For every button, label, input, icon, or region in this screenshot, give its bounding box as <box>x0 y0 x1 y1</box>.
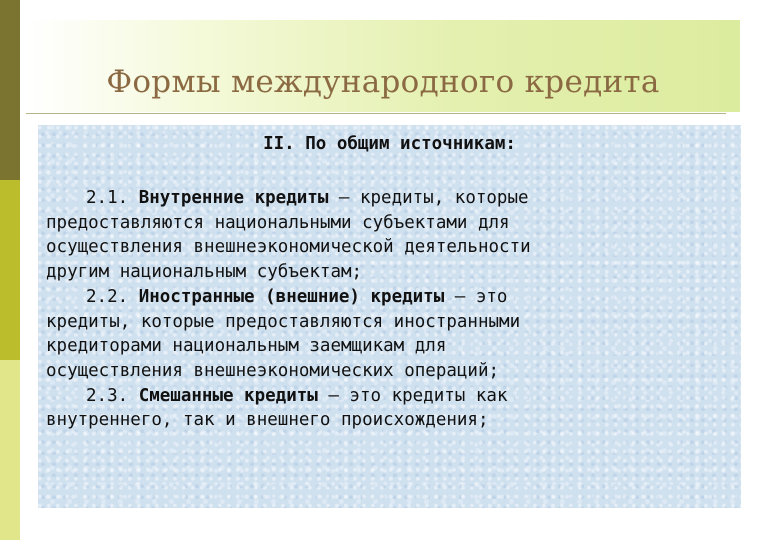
item-text-line: кредиты, которые предоставляются иностранными <box>46 311 521 332</box>
item-text-line: осуществления внешнеэкономической деятельности <box>46 237 531 258</box>
item-text: – кредиты, которые <box>328 188 529 208</box>
item-term: Смешанные кредиты <box>138 385 318 406</box>
list-item-2-3-first-line <box>46 384 736 409</box>
item-text: – это кредиты как <box>317 385 508 406</box>
item-number: 2.1. <box>86 188 129 208</box>
item-number: 2.2. <box>86 286 129 307</box>
item-term: Внутренние кредиты <box>138 188 329 208</box>
item-text-line: кредиторами национальным заемщикам для <box>46 336 447 357</box>
item-text-line: предоставляются национальными субъектами для <box>46 212 510 233</box>
list-item-2-1-first-line <box>46 186 736 211</box>
list-item-2-2-first-line <box>46 285 736 310</box>
sidebar-block-middle <box>0 180 20 360</box>
section-heading: II. По общим источникам: <box>263 134 516 154</box>
title-divider <box>26 113 726 114</box>
item-text-line: осуществления внешнеэкономических операций; <box>46 360 500 381</box>
sidebar-block-bottom <box>0 360 20 540</box>
credit-list <box>46 186 736 433</box>
slide-title: Формы международного кредита <box>106 64 660 100</box>
item-number: 2.3. <box>86 385 129 406</box>
item-text-line: внутреннего, так и внешнего происхождения; <box>46 410 489 431</box>
sidebar-block-top <box>0 0 20 180</box>
item-text: – это <box>444 286 508 307</box>
item-term: Иностранные (внешние) кредиты <box>138 286 445 307</box>
item-text-line: другим национальным субъектам; <box>46 262 363 283</box>
